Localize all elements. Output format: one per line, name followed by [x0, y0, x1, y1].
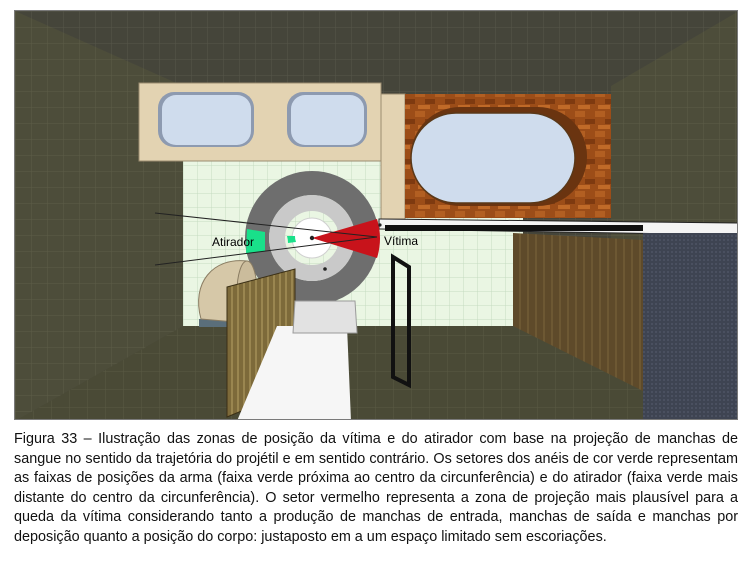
weapon-band-near — [287, 236, 296, 243]
victim-label: Vítima — [384, 234, 419, 248]
room-illustration — [14, 10, 738, 420]
ring-base — [293, 301, 357, 333]
shooter-label: Atirador — [212, 235, 255, 249]
pillar — [381, 94, 405, 219]
figure-caption: Figura 33 – Ilustração das zonas de posição da vítima e do atirador com base na projeção de manchas de sangue no sentido da trajetória do projétil e em sentido contrário. Os setores dos anéis de cor verde representam as faixas de posições da arma (faixa verde próxima ao centro da circunferência) e do atirador (faixa verde mais distante do centro da circunferência). O setor vermelho representa a zona de projeção mais plausível para a queda da vítima considerando tanto a produção de manchas de entrada, manchas de saída e manchas por deposição quanto a posição do corpo: justaposto em a um espaço limitado sem escoriações. — [14, 431, 738, 545]
counter-dark-side — [643, 233, 738, 420]
